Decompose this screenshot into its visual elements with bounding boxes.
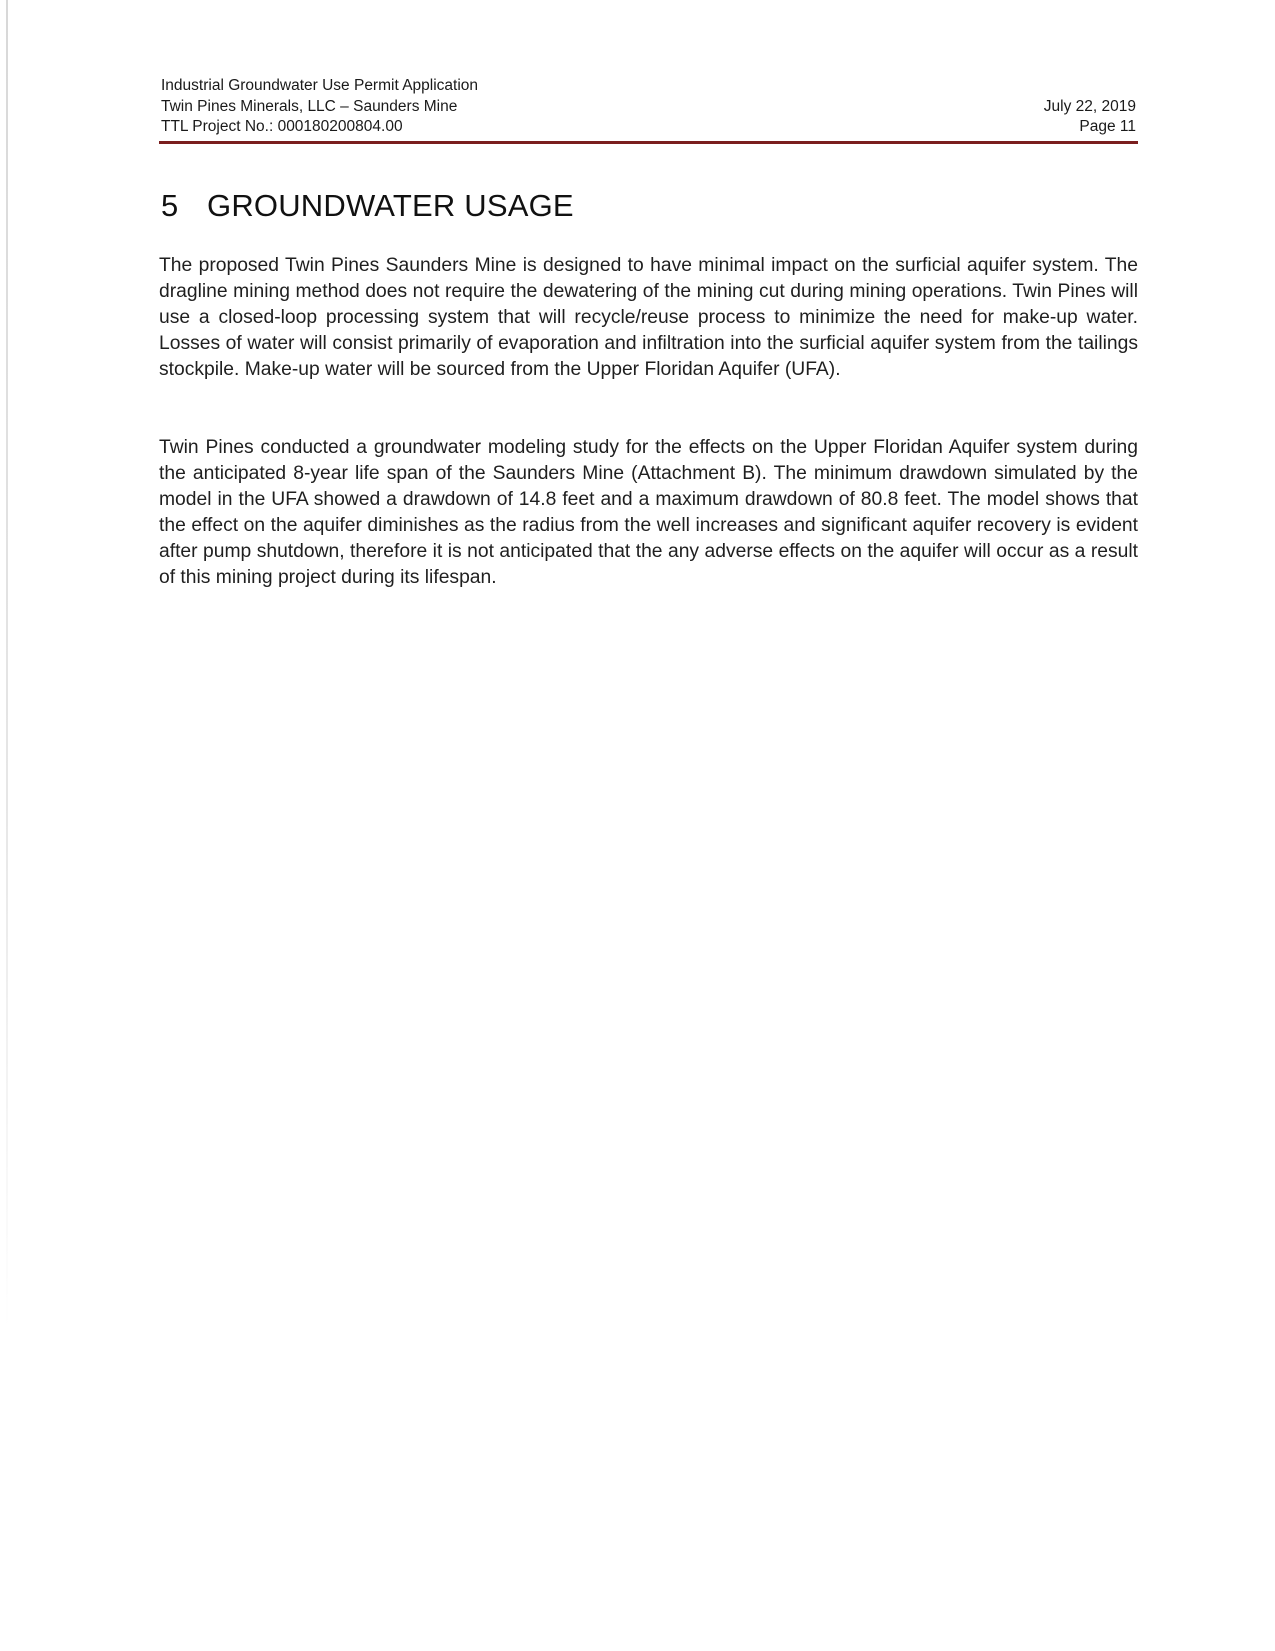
scan-edge [6, 0, 8, 1330]
section-title: GROUNDWATER USAGE [207, 188, 574, 223]
body-paragraph: Twin Pines conducted a groundwater modeling study for the effects on the Upper Floridan Aquifer system during the anticipated 8-year life span of the Saunders Mine (Attachment B). The minimum drawdown simulated by the model in the UFA showed a drawdown of 14.8 feet and a maximum drawdown of 80.8 feet. The model shows that the effect on the aquifer diminishes as the radius from the well increases and significant aquifer recovery is evident after pump shutdown, therefore it is not anticipated that the any adverse effects on the aquifer will occur as a result of this mining project during its lifespan. [159, 437, 1138, 588]
header-divider [159, 141, 1138, 144]
header-page-number: Page 11 [1079, 118, 1136, 135]
page-header [161, 76, 1136, 142]
header-date: July 22, 2019 [1043, 97, 1136, 115]
header-document-title: Industrial Groundwater Use Permit Application [161, 77, 479, 94]
header-document-info [161, 76, 478, 138]
section-heading [161, 186, 574, 226]
section-number: 5 [161, 188, 179, 223]
header-project-number: TTL Project No.: 000180200804.00 [161, 118, 403, 135]
body-paragraph: The proposed Twin Pines Saunders Mine is designed to have minimal impact on the surficial aquifer system. The dragline mining method does not require the dewatering of the mining cut during mining operations. Twin Pines will use a closed-loop processing system that will recycle/reuse process to minimize the need for make-up water. Losses of water will consist primarily of evaporation and infiltration into the surficial aquifer system from the tailings stockpile. Make-up water will be sourced from the Upper Floridan Aquifer (UFA). [159, 255, 1138, 380]
header-date-page [1044, 97, 1136, 138]
header-client-project: Twin Pines Minerals, LLC – Saunders Mine [161, 97, 458, 115]
